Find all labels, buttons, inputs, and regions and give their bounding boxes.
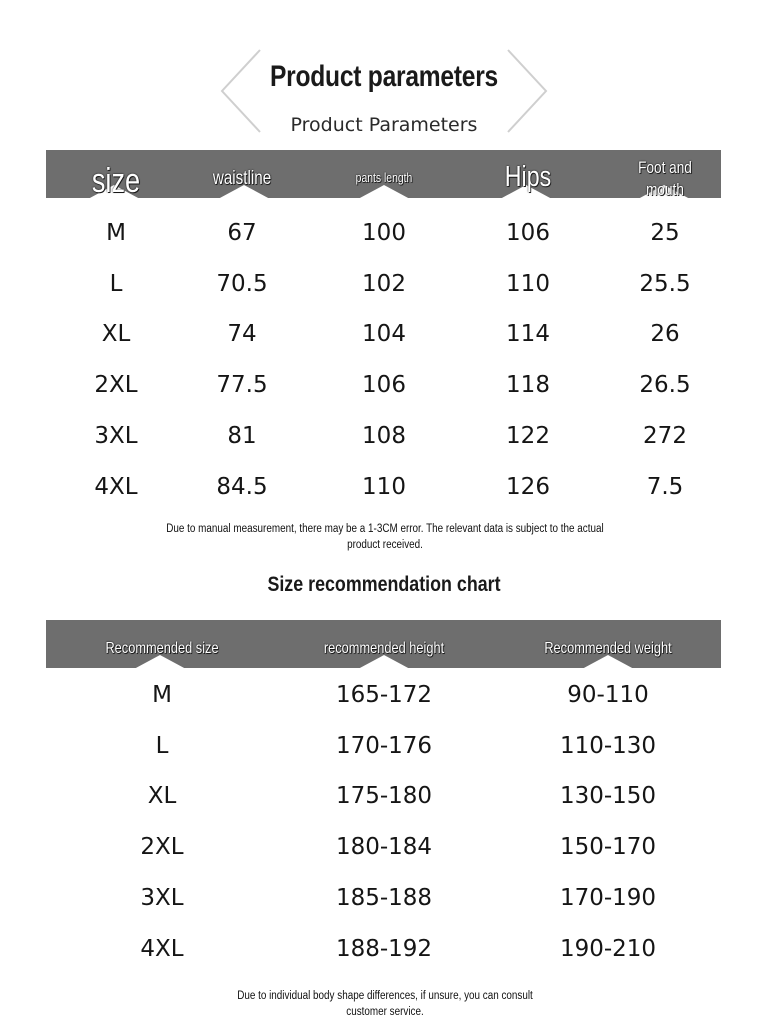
params-cell: 3XL xyxy=(94,422,138,449)
params-cell: 100 xyxy=(362,220,406,246)
params-header-cell: pants length xyxy=(355,170,413,185)
recommendation-cell: M xyxy=(152,682,172,708)
recommendation-cell: XL xyxy=(147,783,177,810)
params-cell: 26 xyxy=(650,321,680,348)
recommendation-cell: 170-190 xyxy=(559,884,657,911)
params-cell: 272 xyxy=(643,422,687,449)
recommendation-table-header xyxy=(46,620,721,668)
params-cell: 118 xyxy=(506,372,550,399)
params-cell: 110 xyxy=(362,473,406,500)
recommendation-cell: 150-170 xyxy=(559,834,657,861)
recommendation-cell: L xyxy=(155,732,169,759)
page-title: Product parameters xyxy=(269,60,498,93)
recommendation-cell: 110-130 xyxy=(559,732,657,759)
recommendation-cell: 165-172 xyxy=(335,682,433,708)
consult-note: Due to individual body shape differences, if unsure, you can consult customer service. xyxy=(237,990,533,1018)
params-cell: 81 xyxy=(227,422,257,449)
recommendation-header-cell: recommended height xyxy=(323,640,445,657)
recommendation-cell: 130-150 xyxy=(559,783,657,810)
section-title: Size recommendation chart xyxy=(267,573,501,596)
params-header-cell: Foot and mouth xyxy=(638,158,692,198)
params-cell: 114 xyxy=(506,321,550,348)
params-cell: M xyxy=(106,220,126,246)
recommendation-cell: 2XL xyxy=(140,834,184,861)
params-cell: 84.5 xyxy=(216,473,268,500)
params-cell: 25.5 xyxy=(639,270,691,297)
params-cell: 104 xyxy=(362,321,406,348)
params-cell: 122 xyxy=(506,422,550,449)
params-cell: 108 xyxy=(362,422,406,449)
params-cell: XL xyxy=(101,321,131,348)
params-cell: 7.5 xyxy=(646,473,684,500)
recommendation-cell: 175-180 xyxy=(335,783,433,810)
recommendation-cell: 90-110 xyxy=(567,682,649,708)
params-cell: 110 xyxy=(506,270,550,297)
page-subtitle: Product Parameters xyxy=(290,114,478,136)
params-cell: 77.5 xyxy=(216,372,268,399)
recommendation-cell: 3XL xyxy=(140,884,184,911)
params-header-cell: size xyxy=(91,162,141,198)
recommendation-cell: 190-210 xyxy=(559,935,657,962)
params-cell: 106 xyxy=(506,220,550,246)
params-table-header xyxy=(46,150,721,198)
params-cell: 2XL xyxy=(94,372,138,399)
params-cell: 102 xyxy=(362,270,406,297)
recommendation-cell: 170-176 xyxy=(335,732,433,759)
params-cell: 4XL xyxy=(94,473,138,500)
params-cell: 67 xyxy=(227,220,257,246)
recommendation-cell: 185-188 xyxy=(335,884,433,911)
params-cell: L xyxy=(109,270,123,297)
recommendation-cell: 4XL xyxy=(140,935,184,962)
params-cell: 26.5 xyxy=(639,372,691,399)
params-cell: 70.5 xyxy=(216,270,268,297)
params-cell: 74 xyxy=(227,321,257,348)
recommendation-header-cell: Recommended size xyxy=(105,640,219,657)
params-header-cell: Hips xyxy=(504,161,552,193)
params-cell: 106 xyxy=(362,372,406,399)
measurement-note: Due to manual measurement, there may be a 1-3CM error. The relevant data is subject to the actual product received. xyxy=(166,523,604,551)
recommendation-cell: 188-192 xyxy=(335,935,433,962)
params-cell: 126 xyxy=(506,473,550,500)
recommendation-cell: 180-184 xyxy=(335,834,433,861)
params-header-cell: waistline xyxy=(212,168,272,189)
recommendation-header-cell: Recommended weight xyxy=(544,640,672,657)
params-cell: 25 xyxy=(650,220,680,246)
